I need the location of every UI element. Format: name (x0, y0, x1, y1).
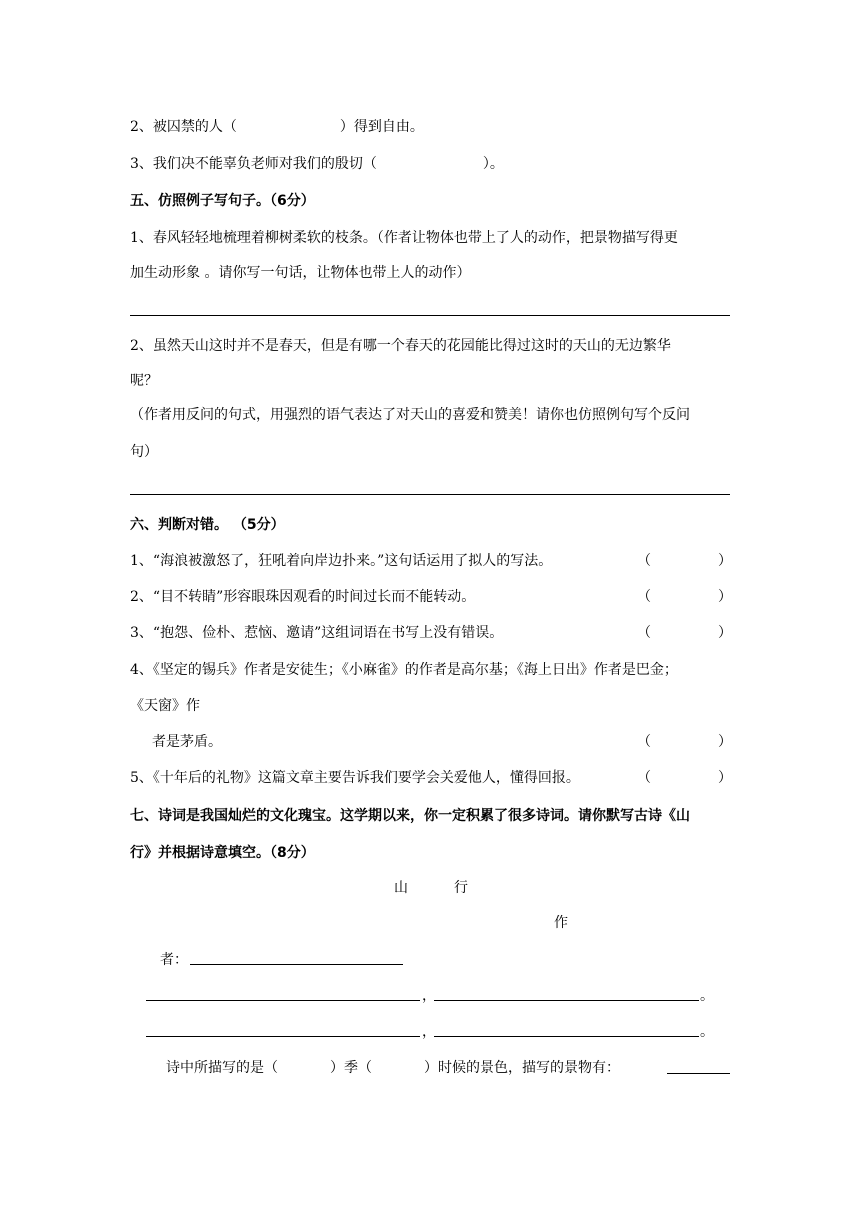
section5-q1-line2: 加生动形象 。请你写一句话，让物体也带上人的动作） (130, 265, 471, 281)
poem-line-4-answer[interactable] (434, 1036, 699, 1037)
scenery-answer-line[interactable] (667, 1073, 730, 1074)
judge-item-4-line2: 《天窗》作 (130, 698, 200, 714)
judge-paren-close-3: ） (718, 625, 732, 641)
author-answer-line[interactable] (190, 964, 403, 965)
section6-heading: 六、判断对错。 （5分） (130, 517, 285, 533)
poem-title-char-1: 山 (394, 880, 408, 896)
poem-line-3-answer[interactable] (146, 1036, 420, 1037)
answer-line-q2[interactable] (130, 494, 730, 495)
fill-item-3: 3、我们决不能辜负老师对我们的殷切（ ）。 (130, 156, 504, 172)
judge-item-4-line3: 者是茅盾。 (152, 734, 222, 750)
judge-item-5: 5、《十年后的礼物》这篇文章主要告诉我们要学会关爱他人，懂得回报。 (130, 770, 580, 786)
section5-heading: 五、仿照例子写句子。（6分） (130, 193, 315, 209)
author-label-part2: 者： (160, 952, 188, 968)
poem-period-1: 。 (700, 988, 714, 1004)
judge-paren-open-4[interactable]: （ (637, 734, 651, 750)
judge-paren-close-1: ） (718, 553, 732, 569)
poem-title-char-2: 行 (454, 880, 468, 896)
judge-paren-close-5: ） (718, 770, 732, 786)
judge-paren-open-2[interactable]: （ (637, 589, 651, 605)
section5-q2-line2: 呢？ (130, 373, 158, 389)
judge-item-1: 1、“海浪被激怒了，狂吼着向岸边扑来。”这句话运用了拟人的写法。 (130, 553, 553, 569)
section5-q2-line3: （作者用反问的句式，用强烈的语气表达了对天山的喜爱和赞美！请你也仿照例句写个反问 (130, 407, 690, 423)
author-label-part1: 作 (554, 915, 568, 931)
section7-heading-line2: 行》并根据诗意填空。（8分） (130, 845, 315, 861)
section7-heading-line1: 七、诗词是我国灿烂的文化瑰宝。这学期以来，你一定积累了很多诗词。请你默写古诗《山 (130, 808, 690, 824)
section5-q2-line1: 2、虽然天山这时并不是春天，但是有哪一个春天的花园能比得过这时的天山的无边繁华 (130, 338, 671, 354)
poem-comma-1: ， (422, 988, 436, 1004)
season-question: 诗中所描写的是（ ）季（ ）时候的景色，描写的景物有： (166, 1060, 620, 1076)
fill-item-2: 2、被囚禁的人（ ）得到自由。 (130, 119, 424, 135)
poem-line-1-answer[interactable] (146, 1000, 420, 1001)
judge-paren-open-5[interactable]: （ (637, 770, 651, 786)
poem-line-2-answer[interactable] (434, 1000, 699, 1001)
judge-paren-open-1[interactable]: （ (637, 553, 651, 569)
judge-item-2: 2、“目不转睛”形容眼珠因观看的时间过长而不能转动。 (130, 589, 476, 605)
answer-line-q1[interactable] (130, 315, 730, 316)
judge-item-4-line1: 4、《坚定的锡兵》作者是安徒生；《小麻雀》的作者是高尔基；《海上日出》作者是巴金； (130, 662, 678, 678)
judge-item-3: 3、“抱怨、俭朴、惹恼、邀请”这组词语在书写上没有错误。 (130, 625, 504, 641)
judge-paren-open-3[interactable]: （ (637, 625, 651, 641)
section5-q1-line1: 1、春风轻轻地梳理着柳树柔软的枝条。（作者让物体也带上了人的动作，把景物描写得更 (130, 230, 678, 246)
poem-period-2: 。 (700, 1024, 714, 1040)
judge-paren-close-2: ） (718, 589, 732, 605)
poem-comma-2: ， (422, 1024, 436, 1040)
judge-paren-close-4: ） (718, 734, 732, 750)
section5-q2-line4: 句） (130, 444, 158, 460)
